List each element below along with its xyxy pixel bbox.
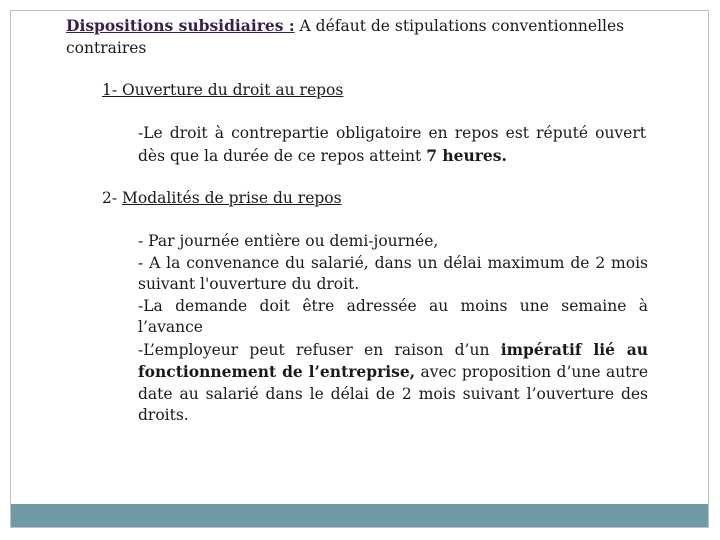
section-2-item-2: - A la convenance du salarié, dans un délai maximum de 2 mois suivant l'ouverture du droit.	[138, 253, 648, 293]
section-2-title	[102, 188, 342, 210]
section-2-title-prefix: 2-	[102, 189, 123, 207]
section-2-item-4-text: -L’employeur peut refuser en raison d’un	[138, 340, 501, 359]
section-2-item-1: - Par journée entière ou demi-journée,	[138, 232, 439, 250]
heading	[66, 15, 666, 59]
section-2-title-text: Modalités de prise du repos	[122, 189, 342, 207]
section-2-item-4	[138, 339, 648, 427]
heading-rest: A défaut de stipulations conventionnelles contraires	[66, 17, 625, 57]
section-2-item-4-rest: avec proposition d’une autre date au salarié dans le délai de 2 mois suivant l’ouverture des droits.	[138, 363, 648, 424]
section-1-body-bold: 7 heures.	[426, 145, 507, 165]
section-1-body-text: -Le droit à contrepartie obligatoire en repos est réputé ouvert dès que la durée de ce repos atteint	[138, 124, 646, 165]
section-2-item-4-bold: impératif lié au fonctionnement de l’entreprise,	[138, 339, 649, 381]
section-2-item-3: -La demande doit être adressée au moins une semaine à l’avance	[138, 296, 648, 336]
section-1-title: 1- Ouverture du droit au repos	[102, 81, 344, 99]
footer-bar	[11, 504, 708, 527]
heading-lead: Dispositions subsidiaires :	[66, 16, 295, 35]
section-1-body	[138, 123, 646, 167]
section-2-body	[138, 231, 648, 427]
